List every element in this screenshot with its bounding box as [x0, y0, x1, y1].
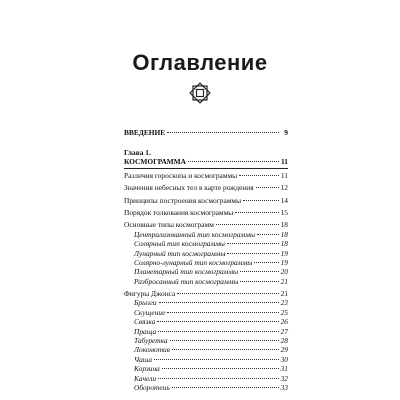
toc-entry-label: Принципы построения космограммы [124, 195, 242, 205]
toc-entry-label: Праща [134, 326, 157, 336]
toc-page-number: 33 [280, 382, 288, 392]
leader-dots [188, 161, 279, 162]
toc-page-number: 20 [280, 267, 288, 277]
toc-page-number: 31 [280, 364, 288, 374]
toc-page-number: 28 [280, 336, 288, 346]
toc-page-number: 23 [280, 298, 288, 308]
toc-entry-chapter[interactable] [124, 157, 288, 166]
chapter-title: КОСМОГРАММА [124, 157, 186, 167]
toc-page-number: 25 [280, 307, 288, 317]
toc-page-number: 18 [280, 239, 288, 249]
toc-page-number: 15 [280, 207, 288, 217]
toc-entry-label: Лунарный тип космограммы [134, 248, 226, 258]
toc-entry-subsection[interactable] [124, 267, 288, 276]
toc-page-number: 30 [280, 354, 288, 364]
toc-page-number: 21 [280, 289, 288, 299]
toc-entry-label: Локомотив [134, 345, 170, 355]
toc-page-number: 27 [280, 326, 288, 336]
leader-dots [243, 200, 279, 201]
toc-entry-label: Разбросанный тип космограммы [134, 276, 239, 286]
leader-dots [170, 340, 279, 341]
toc-entry-subsection[interactable] [124, 249, 288, 258]
chapter-prefix: Глава 1. [124, 148, 151, 158]
toc-entry-subsection[interactable] [124, 317, 288, 326]
toc-page-number: 19 [280, 248, 288, 258]
leader-dots [157, 321, 278, 322]
toc-entry-subsection[interactable] [124, 239, 288, 248]
toc-entry-label: Фигуры Джонса [124, 289, 176, 299]
toc-entry-label: Солярно-лунарный тип космограммы [134, 257, 253, 267]
leader-dots [159, 302, 279, 303]
table-of-contents [124, 128, 288, 395]
toc-entry-label: Чаша [134, 354, 153, 364]
leader-dots [162, 368, 279, 369]
toc-entry-subsection[interactable] [124, 374, 288, 383]
leader-dots [158, 378, 279, 379]
toc-entry-section[interactable] [124, 208, 288, 217]
toc-entry-intro[interactable] [124, 128, 288, 137]
toc-entry-subsection[interactable] [124, 336, 288, 345]
toc-entry-label: Значения небесных тел в карте рождения [124, 183, 254, 193]
toc-page-number: 9 [284, 128, 288, 137]
toc-entry-label: Планетарный тип космограммы [134, 267, 239, 277]
toc-entry-subsection[interactable] [124, 345, 288, 354]
toc-entry-section[interactable] [124, 220, 288, 229]
toc-page-number: 19 [280, 257, 288, 267]
square-knot-icon [187, 80, 213, 106]
toc-page-number: 12 [280, 183, 288, 193]
toc-page-number: 32 [280, 373, 288, 383]
leader-dots [240, 271, 279, 272]
toc-entry-label: Связка [134, 317, 156, 327]
toc-page-number: 11 [281, 157, 288, 167]
toc-page-number: 18 [280, 229, 288, 239]
toc-page-number: 11 [280, 170, 288, 180]
toc-entry-label: Оборотень [134, 382, 170, 392]
toc-entry-label: Качели [134, 373, 157, 383]
page-title: Оглавление [132, 50, 268, 75]
toc-entry-label: Централизованный тип космограммы [134, 229, 255, 239]
toc-entry-subsection[interactable] [124, 383, 288, 392]
toc-entry-label: Табуретка [134, 336, 168, 346]
leader-dots [177, 293, 278, 294]
leader-dots [240, 281, 278, 282]
toc-entry-subsection[interactable] [124, 298, 288, 307]
leader-dots [254, 262, 278, 263]
toc-entry-subsection[interactable] [124, 308, 288, 317]
toc-entry-section[interactable] [124, 289, 288, 298]
leader-dots [167, 132, 279, 133]
toc-entry-section[interactable] [124, 196, 288, 205]
toc-entry-label: Скущение [134, 307, 166, 317]
toc-entry-subsection[interactable] [124, 327, 288, 336]
leader-dots [167, 312, 278, 313]
toc-entry-label: Брызги [134, 298, 157, 308]
leader-dots [239, 175, 279, 176]
leader-dots [227, 243, 279, 244]
leader-dots [154, 359, 279, 360]
toc-entry-subsection[interactable] [124, 258, 288, 267]
toc-page-number: 29 [280, 345, 288, 355]
toc-page-number: 26 [280, 317, 288, 327]
leader-dots [172, 387, 279, 388]
toc-entry-section[interactable] [124, 183, 288, 192]
leader-dots [227, 253, 278, 254]
toc-entry-subsection[interactable] [124, 355, 288, 364]
toc-entry-subsection[interactable] [124, 230, 288, 239]
toc-entry-subsection[interactable] [124, 277, 288, 286]
toc-entry-label: Корзина [134, 364, 160, 374]
toc-entry-label: Различия гороскопа и космограммы [124, 170, 238, 180]
leader-dots [172, 349, 279, 350]
leader-dots [257, 234, 279, 235]
toc-entry-label: Порядок толкования космограммы [124, 207, 234, 217]
toc-entry-label: Солярный тип космограммы [134, 239, 225, 249]
leader-dots [235, 212, 278, 213]
leader-dots [256, 187, 279, 188]
toc-entry-subsection[interactable] [124, 364, 288, 373]
toc-entry-section[interactable] [124, 171, 288, 180]
leader-dots [158, 331, 278, 332]
chapter-sections [124, 171, 288, 396]
toc-entry-label: Основные типы космограмм [124, 220, 214, 230]
chapter-rule [124, 168, 288, 169]
leader-dots [216, 224, 279, 225]
toc-page-number: 14 [280, 195, 288, 205]
toc-entry-label: ВВЕДЕНИЕ [124, 128, 166, 137]
toc-page-number: 21 [280, 276, 288, 286]
toc-page-number: 18 [280, 220, 288, 230]
